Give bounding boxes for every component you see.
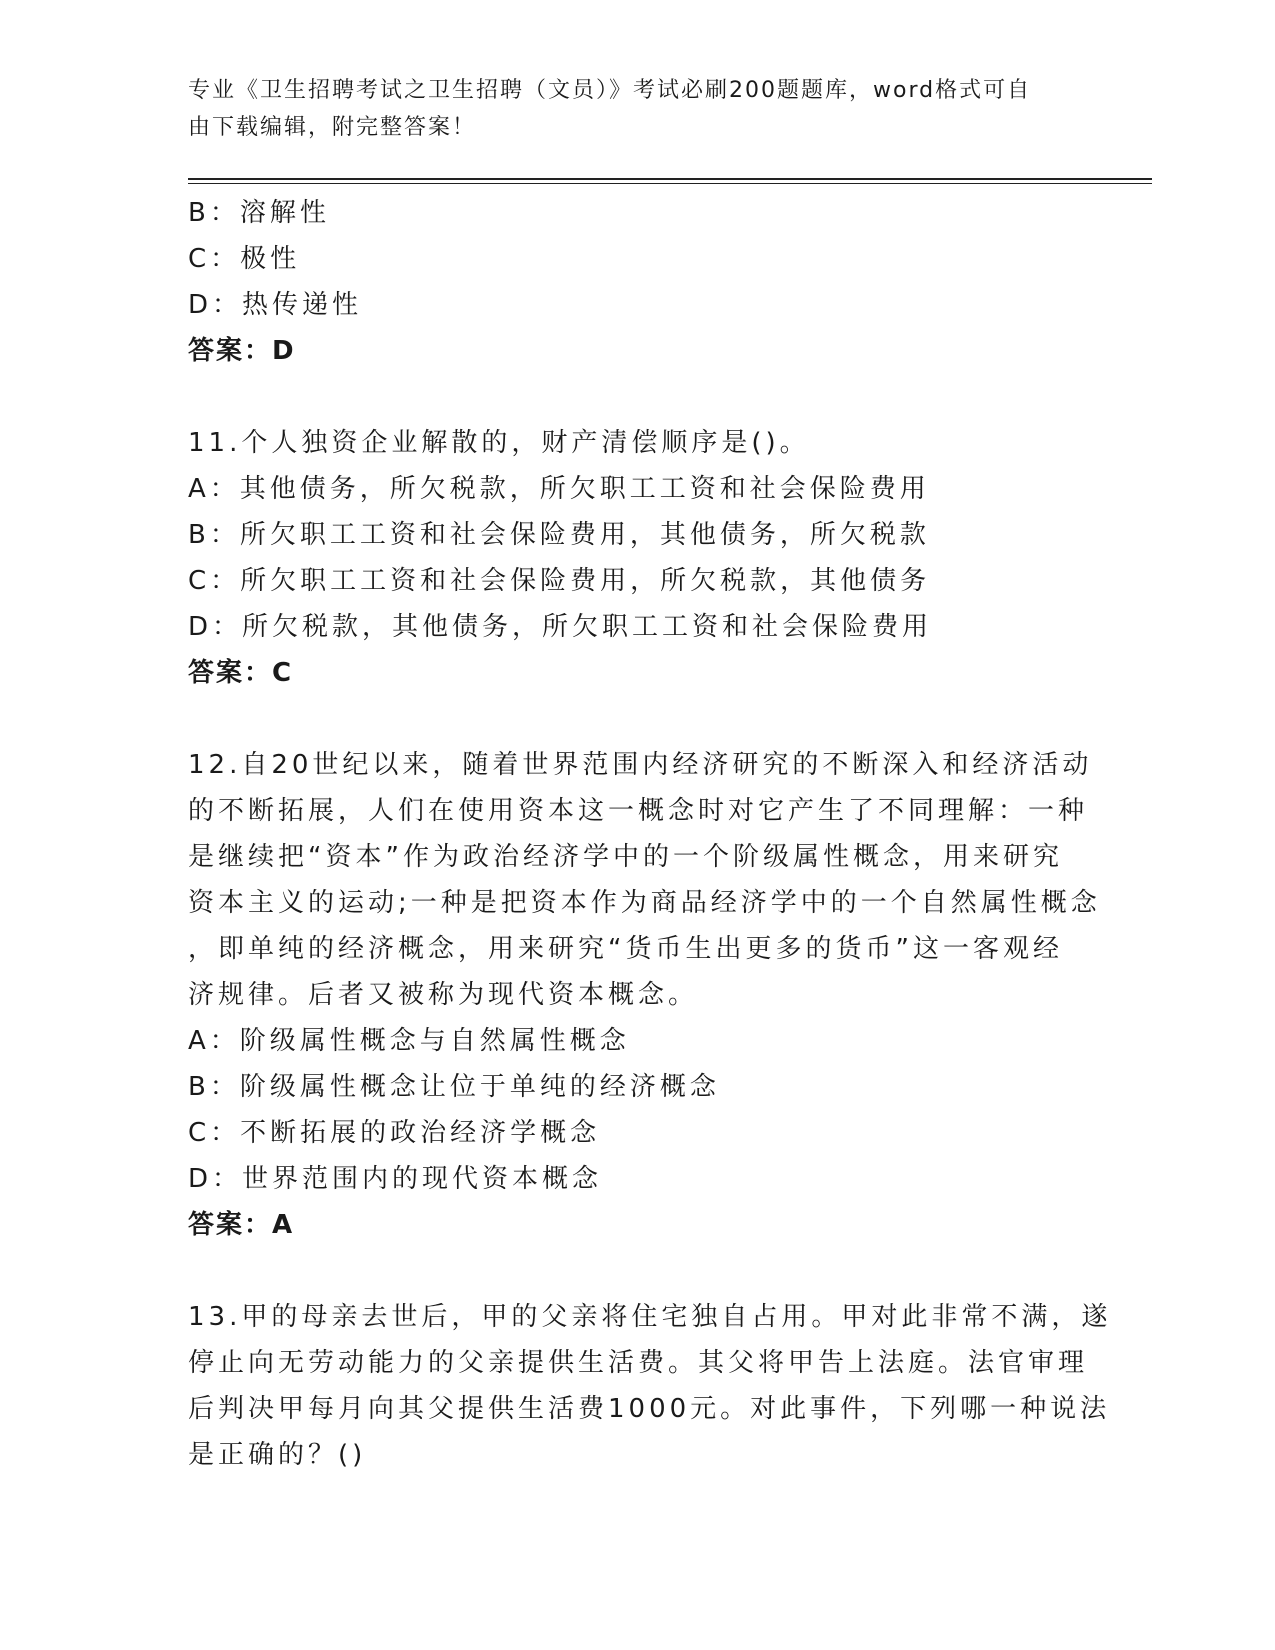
option-d: D：所欠税款，其他债务，所欠职工工资和社会保险费用 bbox=[188, 612, 933, 642]
answer: 答案：A bbox=[188, 1210, 295, 1240]
question-text-line: 后判决甲每月向其父提供生活费1000元。对此事件，下列哪一种说法 bbox=[188, 1394, 1111, 1424]
question-text-line: 是继续把“资本”作为政治经济学中的一个阶级属性概念，用来研究 bbox=[188, 842, 1063, 872]
answer: 答案：C bbox=[188, 658, 294, 688]
question-text-line: 是正确的？() bbox=[188, 1440, 367, 1470]
question-text-line: ，即单纯的经济概念，用来研究“货币生出更多的货币”这一客观经 bbox=[188, 934, 1063, 964]
question-text-line: 资本主义的运动;一种是把资本作为商品经济学中的一个自然属性概念 bbox=[188, 888, 1101, 918]
option-b: B：所欠职工工资和社会保险费用，其他债务，所欠税款 bbox=[188, 520, 930, 550]
question-10 bbox=[188, 190, 1088, 374]
question-11 bbox=[188, 420, 1088, 696]
question-text-line: 的不断拓展，人们在使用资本这一概念时对它产生了不同理解：一种 bbox=[188, 796, 1089, 826]
question-12 bbox=[188, 742, 1101, 1248]
header-line-2: 由下载编辑，附完整答案！ bbox=[188, 115, 477, 140]
question-text-line: 13.甲的母亲去世后，甲的父亲将住宅独自占用。甲对此非常不满，遂 bbox=[188, 1302, 1112, 1332]
question-text: 11.个人独资企业解散的，财产清偿顺序是()。 bbox=[188, 428, 810, 458]
option-c: C：不断拓展的政治经济学概念 bbox=[188, 1118, 601, 1148]
question-text-line: 济规律。后者又被称为现代资本概念。 bbox=[188, 980, 699, 1010]
header-divider-thick bbox=[188, 178, 1152, 180]
option-c: C：所欠职工工资和社会保险费用，所欠税款，其他债务 bbox=[188, 566, 931, 596]
document-body bbox=[188, 190, 1112, 1478]
document-header bbox=[188, 72, 1088, 146]
option-a: A：阶级属性概念与自然属性概念 bbox=[188, 1026, 630, 1056]
option-a: A：其他债务，所欠税款，所欠职工工资和社会保险费用 bbox=[188, 474, 930, 504]
question-13 bbox=[188, 1294, 1112, 1478]
option-b: B：阶级属性概念让位于单纯的经济概念 bbox=[188, 1072, 720, 1102]
question-text-line: 12.自20世纪以来，随着世界范围内经济研究的不断深入和经济活动 bbox=[188, 750, 1093, 780]
answer: 答案：D bbox=[188, 336, 296, 366]
option-b: B：溶解性 bbox=[188, 198, 330, 228]
question-text-line: 停止向无劳动能力的父亲提供生活费。其父将甲告上法庭。法官审理 bbox=[188, 1348, 1089, 1378]
option-d: D：热传递性 bbox=[188, 290, 363, 320]
option-d: D：世界范围内的现代资本概念 bbox=[188, 1164, 603, 1194]
option-c: C：极性 bbox=[188, 244, 301, 274]
header-line-1: 专业《卫生招聘考试之卫生招聘（文员）》考试必刷200题题库，word格式可自 bbox=[188, 78, 1032, 103]
header-divider-thin bbox=[188, 183, 1152, 184]
